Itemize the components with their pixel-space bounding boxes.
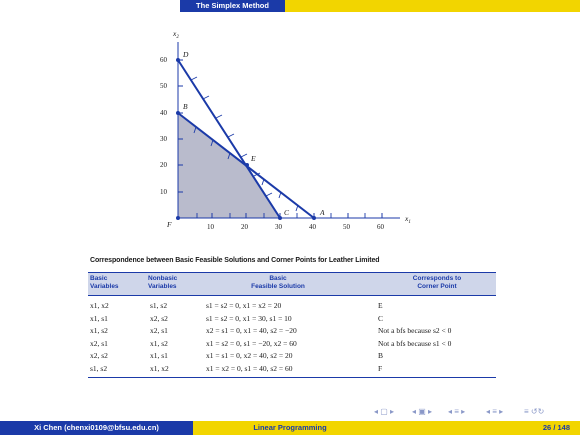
- table-row: [88, 363, 496, 376]
- table-row: [88, 300, 496, 313]
- corner-cell: C: [378, 313, 384, 323]
- table-row: [88, 338, 496, 351]
- bfs-cell: x1 = s2 = 0, s1 = −20, x2 = 60: [206, 338, 297, 348]
- nav-section-icon[interactable]: ◂ ≡ ▸: [448, 407, 466, 416]
- bfs-correspondence-table: [88, 272, 496, 378]
- point-label-D: D: [183, 50, 189, 59]
- nonbasic-vars-cell: x2, s2: [150, 313, 168, 323]
- basic-vars-cell: x1, s1: [90, 313, 108, 323]
- nonbasic-vars-cell: x1, x2: [150, 363, 169, 373]
- nonbasic-vars-cell: x1, s2: [150, 338, 168, 348]
- footer-bar: [0, 421, 580, 435]
- point-label-C: C: [284, 208, 290, 217]
- bfs-cell: x2 = s1 = 0, x1 = 40, s2 = −20: [206, 326, 297, 335]
- header-nonbasic-variables: Nonbasic Variables: [148, 275, 178, 290]
- table-row: [88, 350, 496, 363]
- feasible-region: [178, 113, 280, 218]
- footer-author: Xi Chen (chenxi0109@bfsu.edu.cn): [0, 421, 193, 435]
- basic-vars-cell: x1, s2: [90, 326, 108, 335]
- y-axis-label: $x_2$: [173, 29, 179, 40]
- x-tick-label: 50: [343, 223, 350, 231]
- table-row: [88, 325, 496, 338]
- bfs-cell: x1 = x2 = 0, s1 = 40, s2 = 60: [206, 363, 293, 373]
- table-caption: Correspondence between Basic Feasible Solutions and Corner Points for Leather Limited: [90, 257, 380, 264]
- nav-first-icon[interactable]: ◂ ▢ ▸: [374, 407, 395, 416]
- x-tick-label: 10: [207, 223, 214, 231]
- y-tick-label: 30: [160, 135, 167, 143]
- bfs-cell: x1 = s1 = 0, x2 = 40, s2 = 20: [206, 351, 293, 360]
- nonbasic-vars-cell: x1, s1: [150, 351, 168, 360]
- y-tick-label: 20: [160, 161, 167, 169]
- basic-vars-cell: x2, s2: [90, 351, 108, 360]
- footer-course: Linear Programming: [193, 421, 387, 435]
- header-basic-variables: Basic Variables: [90, 275, 119, 290]
- point-label-E: E: [251, 154, 256, 163]
- basic-vars-cell: x1, x2: [90, 301, 109, 310]
- nav-search-icon[interactable]: ≡ ↺↻: [524, 407, 545, 416]
- table-header: [88, 272, 496, 296]
- corner-cell: F: [378, 363, 383, 373]
- x-tick-label: 60: [377, 223, 384, 231]
- point-label-F: F: [167, 220, 172, 229]
- corner-cell: Not a bfs because s1 < 0: [378, 338, 452, 348]
- slide-section-title: The Simplex Method: [196, 1, 269, 10]
- y-tick-label: 40: [160, 109, 167, 117]
- nonbasic-vars-cell: s1, s2: [150, 301, 168, 310]
- bfs-cell: s1 = s2 = 0, x1 = x2 = 20: [206, 301, 282, 310]
- point-label-B: B: [183, 102, 188, 111]
- y-tick-label: 60: [160, 56, 167, 64]
- y-tick-label: 10: [160, 188, 167, 196]
- table-bottom-rule: [88, 377, 496, 378]
- point-label-A: A: [320, 208, 325, 217]
- corner-cell: E: [378, 301, 383, 310]
- x-tick-label: 40: [309, 223, 316, 231]
- basic-vars-cell: x2, s1: [90, 338, 108, 348]
- basic-vars-cell: s1, s2: [90, 363, 108, 373]
- x-axis-label: $x_1$: [405, 214, 411, 225]
- nav-subsection-icon[interactable]: ◂ ≡ ▸: [486, 407, 504, 416]
- nonbasic-vars-cell: x2, s1: [150, 326, 168, 335]
- x-tick-label: 20: [241, 223, 248, 231]
- header-corner-point: Corresponds to Corner Point: [412, 275, 462, 290]
- nav-frame-icon[interactable]: ◂ ▣ ▸: [412, 407, 433, 416]
- x-tick-label: 30: [275, 223, 282, 231]
- header-basic-feasible-solution: Basic Feasible Solution: [251, 275, 305, 290]
- y-tick-label: 50: [160, 82, 167, 90]
- corner-cell: Not a bfs because s2 < 0: [378, 326, 452, 335]
- table-row: [88, 313, 496, 326]
- corner-cell: B: [378, 351, 384, 360]
- bfs-cell: s1 = s2 = 0, x1 = 30, s1 = 10: [206, 313, 292, 323]
- footer-page-number: 26 / 148: [387, 421, 580, 435]
